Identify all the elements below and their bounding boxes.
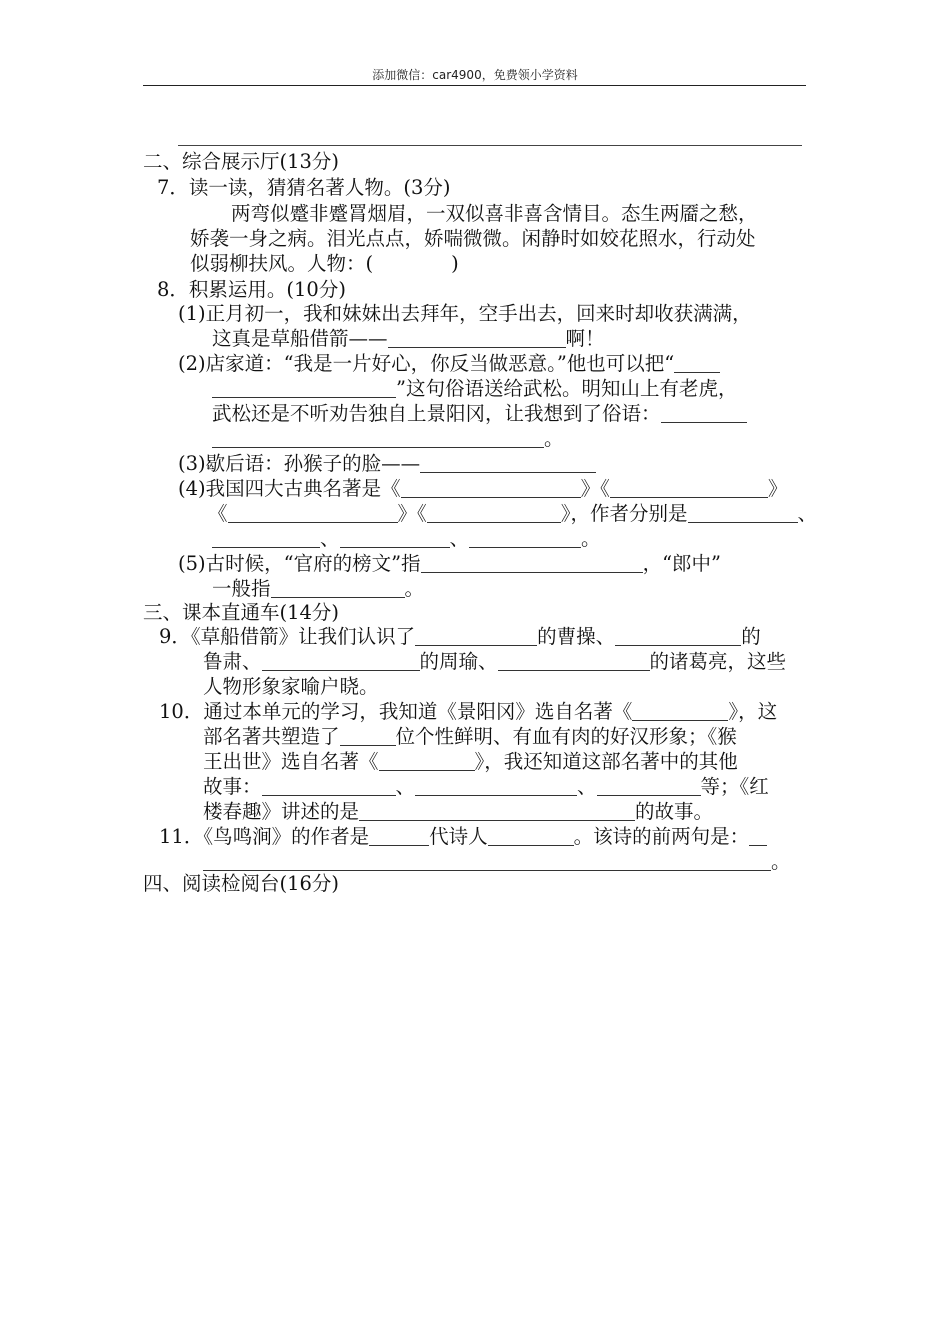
blank-field[interactable] — [228, 504, 398, 523]
blank-field[interactable] — [488, 827, 574, 846]
q8-4-line — [178, 477, 787, 501]
blank-field[interactable] — [203, 852, 771, 871]
text: 》 — [767, 477, 788, 500]
blank-field[interactable] — [415, 627, 537, 646]
q8-2-line — [212, 377, 737, 401]
blank-field[interactable] — [632, 702, 728, 721]
text: 、 — [395, 775, 416, 798]
q8-1-line — [212, 327, 605, 351]
text: 故事： — [203, 775, 262, 798]
question-7-title: 7．读一读，猜猜名著人物。(3分) — [157, 176, 451, 199]
blank-field[interactable] — [369, 827, 429, 846]
section-title: 二、综合展示厅(13分) — [143, 150, 340, 173]
q11-line — [159, 825, 767, 849]
text: 王出世》选自名著《 — [203, 750, 379, 773]
question-8-title: 8．积累运用。(10分) — [157, 278, 346, 301]
q8-2-line — [212, 402, 747, 426]
q8-5-line — [212, 577, 424, 601]
section-title: 四、阅读检阅台(16分) — [143, 872, 340, 895]
blank-field[interactable] — [388, 329, 566, 348]
text: 一般指 — [212, 577, 271, 600]
q10-line — [203, 775, 769, 799]
blank-field[interactable] — [401, 479, 581, 498]
blank-field[interactable] — [212, 429, 544, 448]
text: 》，这 — [728, 700, 778, 723]
passage-line: 娇袭一身之病。泪光点点，娇喘微微。闲静时如姣花照水，行动处 — [190, 227, 756, 250]
blank-field[interactable] — [610, 479, 768, 498]
text: 鲁肃、 — [203, 650, 262, 673]
text: 10．通过本单元的学习，我知道《景阳冈》选自名著《 — [159, 700, 633, 723]
blank-field[interactable] — [340, 529, 450, 548]
text: 楼春趣》讲述的是 — [203, 800, 360, 823]
text: 、 — [320, 527, 340, 550]
text: 。该诗的前两句是： — [573, 825, 750, 848]
text: 》《 — [397, 502, 427, 525]
q10-line — [203, 750, 738, 774]
q10-line — [159, 700, 777, 724]
text: (2)店家道：“我是一片好心，你反当做恶意。”他也可以把“ — [178, 352, 675, 375]
text: 11．《鸟鸣涧》的作者是 — [159, 825, 370, 848]
q8-3-line — [178, 452, 596, 476]
blank-field[interactable] — [498, 652, 650, 671]
text: 9．《草船借箭》让我们认识了 — [159, 625, 416, 648]
q8-1-line: (1)正月初一，我和妹妹出去拜年，空手出去，回来时却收获满满， — [178, 302, 752, 325]
text: 。 — [404, 577, 425, 600]
text: 的故事。 — [635, 800, 714, 823]
text: 位个性鲜明、有血有肉的好汉形象；《猴 — [395, 725, 737, 748]
text: (5)古时候，“官府的榜文”指 — [178, 552, 421, 575]
text: 这真是草船借箭—— — [212, 327, 388, 350]
q10-line — [203, 800, 713, 824]
blank-field[interactable] — [340, 727, 396, 746]
blank-field[interactable] — [688, 504, 798, 523]
blank-field[interactable] — [415, 777, 577, 796]
q8-2-line — [212, 427, 564, 451]
text: 代诗人 — [429, 825, 488, 848]
q8-4-line — [208, 502, 817, 526]
page-header-text: 添加微信：car4900，免费领小学资料 — [372, 68, 578, 82]
text: 啊！ — [565, 327, 605, 350]
q9-line — [159, 625, 761, 649]
blank-field[interactable] — [661, 404, 747, 423]
q8-2-line — [178, 352, 720, 376]
text: 》，我还知道这部名著中的其他 — [474, 750, 738, 773]
text: 部名著共塑造了 — [203, 725, 340, 748]
blank-field[interactable] — [597, 777, 701, 796]
blank-field[interactable] — [262, 777, 396, 796]
text: ，“郎中” — [642, 552, 722, 575]
text: 、 — [577, 775, 597, 798]
header-rule — [143, 85, 806, 86]
blank-field[interactable] — [212, 379, 396, 398]
blank-field[interactable] — [427, 504, 561, 523]
text: 《 — [208, 502, 228, 525]
text: 、 — [797, 502, 818, 525]
answer-line — [178, 145, 802, 146]
q9-line — [203, 650, 786, 674]
blank-field[interactable] — [469, 529, 581, 548]
text: (3)歇后语：孙猴子的脸—— — [178, 452, 421, 475]
blank-field[interactable] — [421, 554, 643, 573]
q8-4-line — [212, 527, 601, 551]
text: 》《 — [580, 477, 610, 500]
text: 武松还是不听劝告独自上景阳冈，让我想到了俗语： — [212, 402, 661, 425]
passage-line: 似弱柳扶风。人物：( ) — [190, 252, 459, 275]
blank-field[interactable] — [674, 354, 720, 373]
q10-line — [203, 725, 737, 749]
text: 的 — [741, 625, 761, 648]
blank-field[interactable] — [420, 454, 596, 473]
text: ”这句俗语送给武松。明知山上有老虎， — [396, 377, 738, 400]
blank-field[interactable] — [271, 579, 405, 598]
text: 等；《红 — [700, 775, 769, 798]
text: 。 — [544, 427, 564, 450]
text: (4)我国四大古典名著是《 — [178, 477, 401, 500]
blank-field[interactable] — [212, 529, 320, 548]
passage-line: 两弯似蹙非蹙罥烟眉，一双似喜非喜含情目。态生两靥之愁， — [231, 202, 758, 225]
section-title: 三、课本直通车(14分) — [143, 601, 340, 624]
blank-field[interactable] — [615, 627, 741, 646]
q8-5-line — [178, 552, 721, 576]
q11-line — [203, 850, 791, 874]
blank-field[interactable] — [379, 752, 475, 771]
blank-field[interactable] — [749, 827, 767, 846]
text: 》，作者分别是 — [560, 502, 688, 525]
blank-field[interactable] — [262, 652, 420, 671]
text: 。 — [581, 527, 601, 550]
q9-line: 人物形象家喻户晓。 — [203, 675, 379, 698]
text: 的周瑜、 — [419, 650, 498, 673]
text: 的曹操、 — [537, 625, 616, 648]
blank-field[interactable] — [359, 802, 635, 821]
text: 、 — [449, 527, 470, 550]
text: 的诸葛亮，这些 — [649, 650, 787, 673]
text: 。 — [771, 850, 791, 873]
